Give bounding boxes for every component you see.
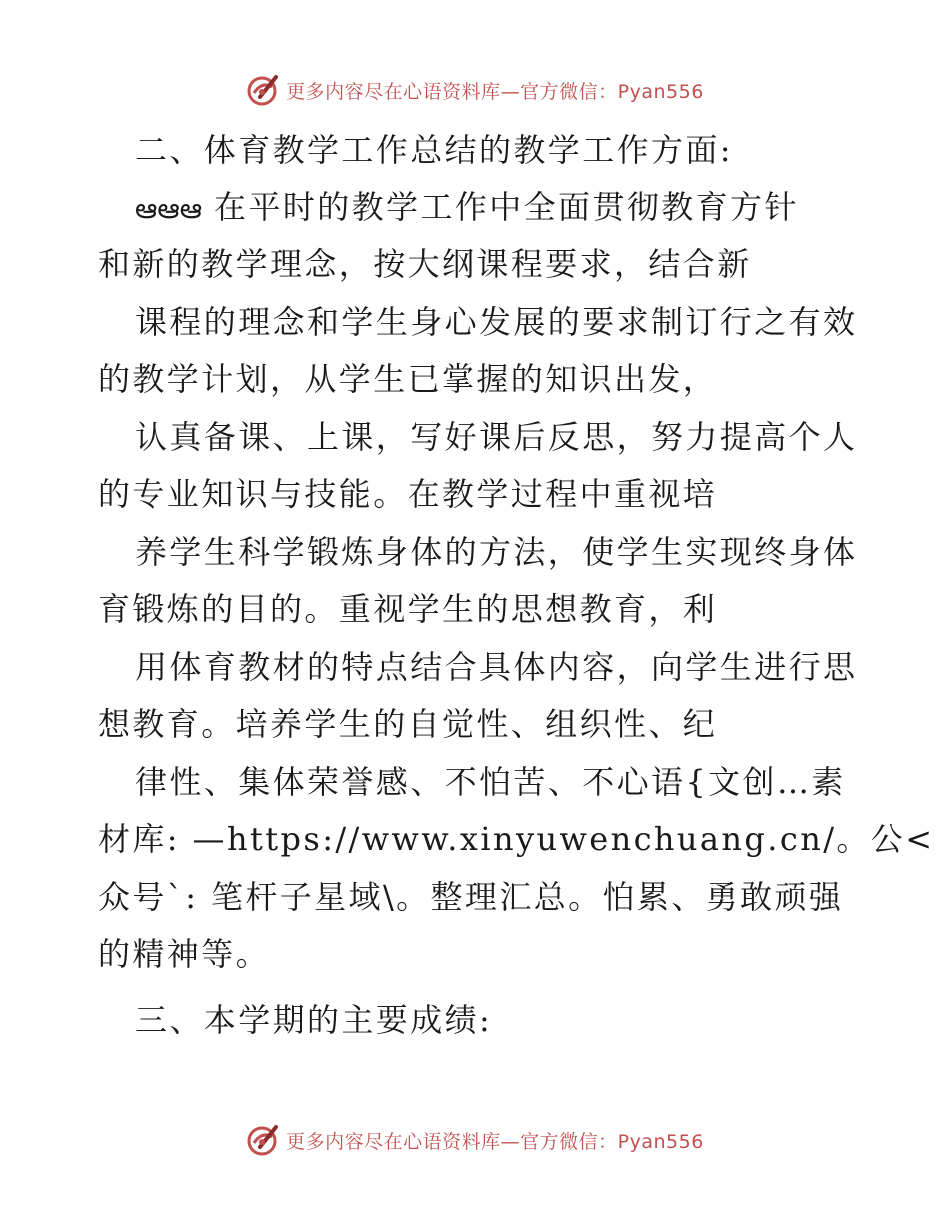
text-line: 材库: —https://www.xinyuwenchuang.cn/。公< <box>98 820 935 858</box>
brand-logo-icon <box>246 73 280 107</box>
text-line: 用体育教材的特点结合具体内容，向学生进行思 <box>135 648 858 686</box>
text-line: 育锻炼的目的。重视学生的思想教育，利 <box>98 590 718 628</box>
text-line: 三、本学期的主要成绩: <box>135 1001 493 1039</box>
text-line: 的专业知识与技能。在教学过程中重视培 <box>98 475 718 513</box>
header-watermark <box>0 70 950 110</box>
text-line: 认真备课、上课，写好课后反思，努力提高个人 <box>135 418 858 456</box>
footer-banner-text: 更多内容尽在心语资料库—官方微信：Pyan556 <box>286 1130 704 1153</box>
text-line: 想教育。培养学生的自觉性、组织性、纪 <box>98 705 718 743</box>
text-line-content: 在平时的教学工作中全面贯彻教育方针 <box>214 188 799 226</box>
footer-watermark <box>0 1120 950 1160</box>
text-line: 课程的理念和学生身心发展的要求制订行之有效 <box>135 303 858 341</box>
brand-logo-icon <box>246 1123 280 1157</box>
text-line: 的精神等。 <box>98 935 271 973</box>
text-line: 众号`: 笔杆子星域\。整理汇总。怕累、勇敢顽强 <box>98 878 844 916</box>
header-banner-text: 更多内容尽在心语资料库—官方微信：Pyan556 <box>286 80 704 103</box>
text-line: 的教学计划，从学生已掌握的知识出发， <box>98 360 718 398</box>
text-line: 律性、集体荣誉感、不怕苦、不心语{文创…素 <box>135 763 846 801</box>
text-line: 和新的教学理念，按大纲课程要求，结合新 <box>98 245 752 283</box>
text-line <box>135 187 799 229</box>
text-line: 二、体育教学工作总结的教学工作方面: <box>135 131 733 169</box>
ornament-icon: ఆఆఆ <box>135 192 203 225</box>
text-line: 养学生科学锻炼身体的方法，使学生实现终身体 <box>135 533 858 571</box>
